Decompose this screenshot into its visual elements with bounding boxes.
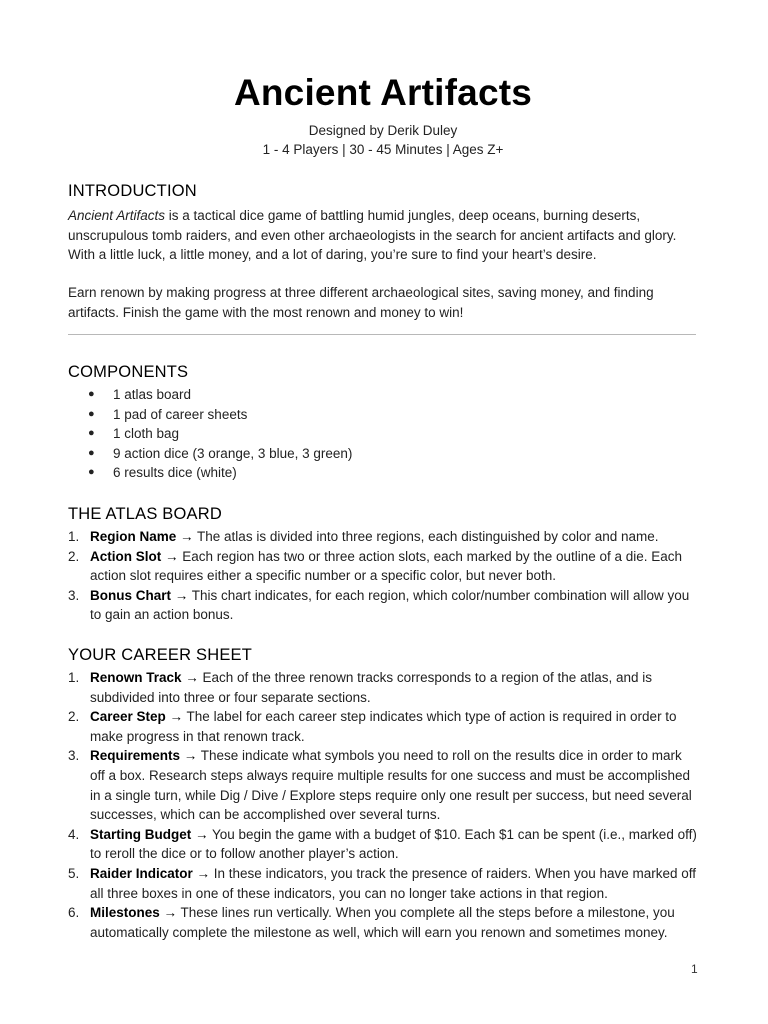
list-item: 1. Region Name → The atlas is divided into three regions, each distinguished by color and name. — [68, 529, 659, 544]
heading-introduction: INTRODUCTION — [68, 182, 197, 200]
designer-credit: Designed by Derik Duley — [308, 123, 458, 138]
bullet-icon: ● — [88, 388, 95, 400]
list-item: 2. Career Step → The label for each career step indicates which type of action is required in order to make progress in that renown track. — [68, 709, 677, 744]
intro-paragraph-2: Earn renown by making progress at three different archaeological sites, saving money, and finding artifacts. Finish the game with the most renown and money to win! — [68, 285, 654, 320]
intro-paragraph-1-text: is a tactical dice game of battling humid jungles, deep oceans, burning deserts, unscrupulous tomb raiders, and even other archaeologists in the search for ancient artifacts and glory. With a little luck, a little money, and a lot of daring, you’re sure to find your heart’s desire. — [68, 208, 677, 263]
heading-components: COMPONENTS — [68, 363, 189, 381]
list-item: 2. Action Slot → Each region has two or three action slots, each marked by the outline of a die. Each action slot requires either a specific number or a specific color, but never both. — [68, 548, 683, 584]
page-number: 1 — [691, 962, 698, 976]
list-item: ● 9 action dice (3 orange, 3 blue, 3 green) — [68, 444, 352, 464]
heading-career-sheet: YOUR CAREER SHEET — [68, 646, 253, 664]
list-item: 6. Milestones → These lines run vertically. When you complete all the steps before a milestone, you automatically complete the milestone as well, which will earn you renown and sometimes money. — [68, 905, 675, 940]
game-meta: 1 - 4 Players | 30 - 45 Minutes | Ages Z+ — [262, 142, 504, 157]
bullet-icon: ● — [88, 407, 95, 420]
bullet-icon: ● — [88, 446, 95, 459]
list-item: 1. Renown Track → Each of the three renown tracks corresponds to a region of the atlas, and is subdivided into three or four separate sections. — [68, 670, 653, 705]
components-list — [68, 385, 352, 483]
heading-atlas-board: THE ATLAS BOARD — [68, 505, 222, 523]
list-item: 5. Raider Indicator → In these indicators, you track the presence of raiders. When you have marked off all three boxes in one of these indicators, you can no longer take actions in that region. — [68, 865, 697, 901]
list-item: 3. Requirements → These indicate what symbols you need to roll on the results dice in order to mark off a box. Research steps always require multiple results for one success and must be accomplished in a single turn, while Dig / Dive / Explore steps require only one result per success, but need several successes, which can be accomplished over several turns. — [68, 748, 692, 823]
document-title: Ancient Artifacts — [233, 72, 533, 113]
atlas-list — [68, 527, 698, 625]
list-item: 3. Bonus Chart → This chart indicates, for each region, which color/number combination will allow you to gain an action bonus. — [68, 587, 690, 623]
game-title-italic: Ancient Artifacts — [68, 208, 166, 223]
section-divider — [68, 334, 696, 335]
intro-paragraph-1 — [68, 206, 698, 265]
bullet-icon: ● — [88, 466, 95, 479]
list-item: ● 1 pad of career sheets — [68, 405, 352, 425]
bullet-icon: ● — [88, 427, 95, 440]
list-item: 4. Starting Budget → You begin the game with a budget of $10. Each $1 can be spent (i.e., marked off) to reroll the dice or to follow another player’s action. — [68, 826, 697, 862]
list-item: ● 1 atlas board — [68, 385, 352, 405]
career-list — [68, 668, 698, 942]
list-item: ● 6 results dice (white) — [68, 463, 352, 483]
list-item: ● 1 cloth bag — [68, 424, 352, 444]
